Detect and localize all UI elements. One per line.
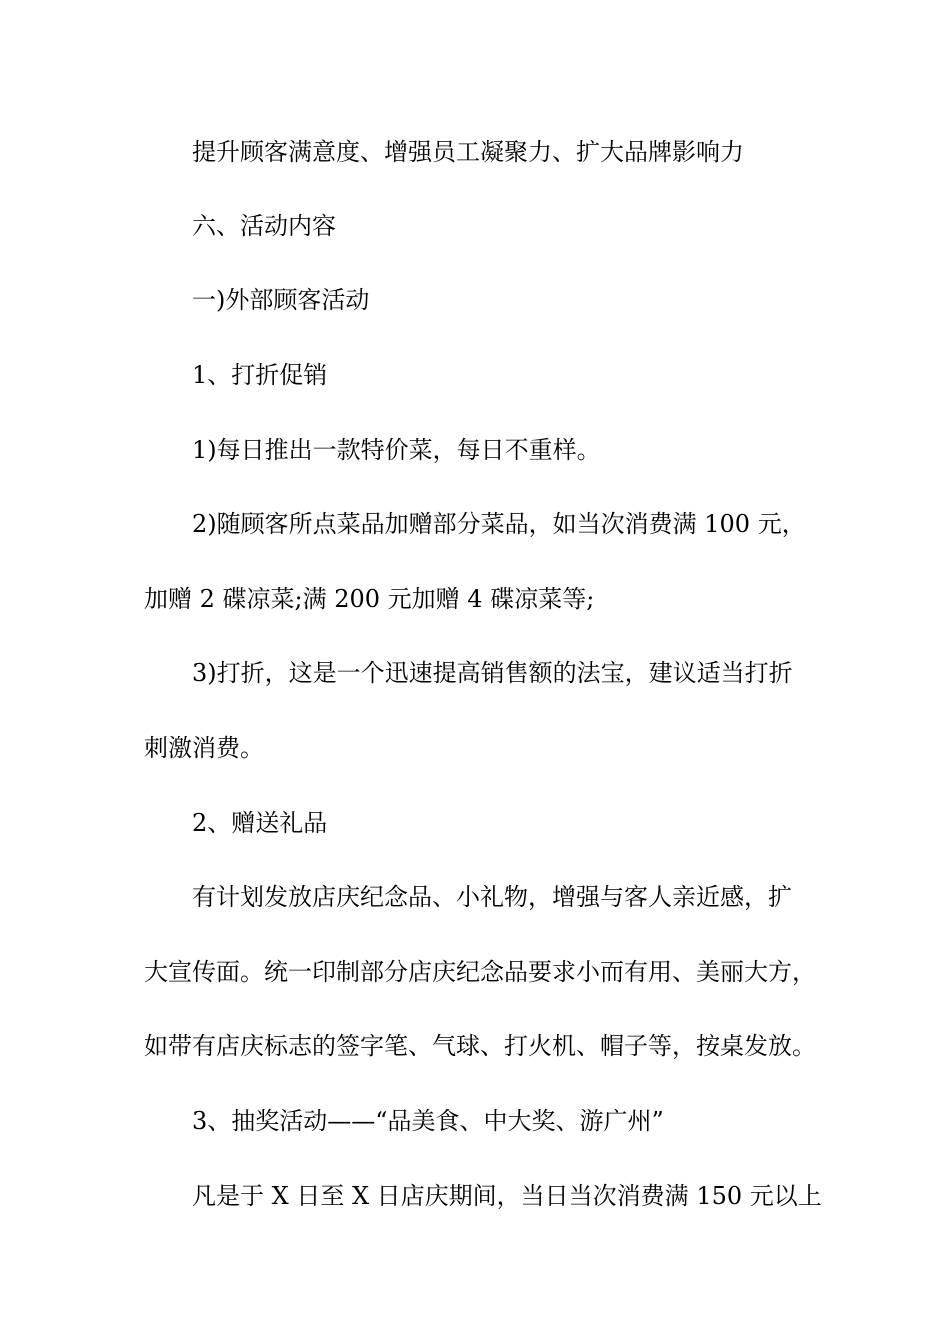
goal-text: 提升顾客满意度、增强员工凝聚力、扩大品牌影响力 xyxy=(192,138,744,166)
paragraph-free-dishes-line-2: 加赠 2 碟凉菜;满 200 元加赠 4 碟凉菜等; xyxy=(144,585,595,613)
paragraph-lottery-line-1: 凡是于 X 日至 X 日店庆期间，当日当次消费满 150 元以上 xyxy=(192,1182,822,1210)
subsection-heading-external-customer: 一)外部顾客活动 xyxy=(192,286,370,314)
item-heading-lottery: 3、抽奖活动——“品美食、中大奖、游广州” xyxy=(192,1107,664,1135)
paragraph-gifts-line-1: 有计划发放店庆纪念品、小礼物，增强与客人亲近感，扩 xyxy=(192,883,792,911)
paragraph-free-dishes-line-1: 2)随顾客所点菜品加赠部分菜品，如当次消费满 100 元， xyxy=(192,510,806,538)
paragraph-daily-special: 1)每日推出一款特价菜，每日不重样。 xyxy=(192,436,601,464)
item-heading-discount-promotion: 1、打折促销 xyxy=(192,361,328,389)
section-heading-activity-content: 六、活动内容 xyxy=(192,212,336,240)
paragraph-discount-line-1: 3)打折，这是一个迅速提高销售额的法宝，建议适当打折 xyxy=(192,659,793,687)
item-heading-gifts: 2、赠送礼品 xyxy=(192,809,328,837)
paragraph-gifts-line-2: 大宣传面。统一印制部分店庆纪念品要求小而有用、美丽大方， xyxy=(144,958,816,986)
paragraph-gifts-line-3: 如带有店庆标志的签字笔、气球、打火机、帽子等，按桌发放。 xyxy=(144,1032,816,1060)
paragraph-discount-line-2: 刺激消费。 xyxy=(144,734,264,762)
